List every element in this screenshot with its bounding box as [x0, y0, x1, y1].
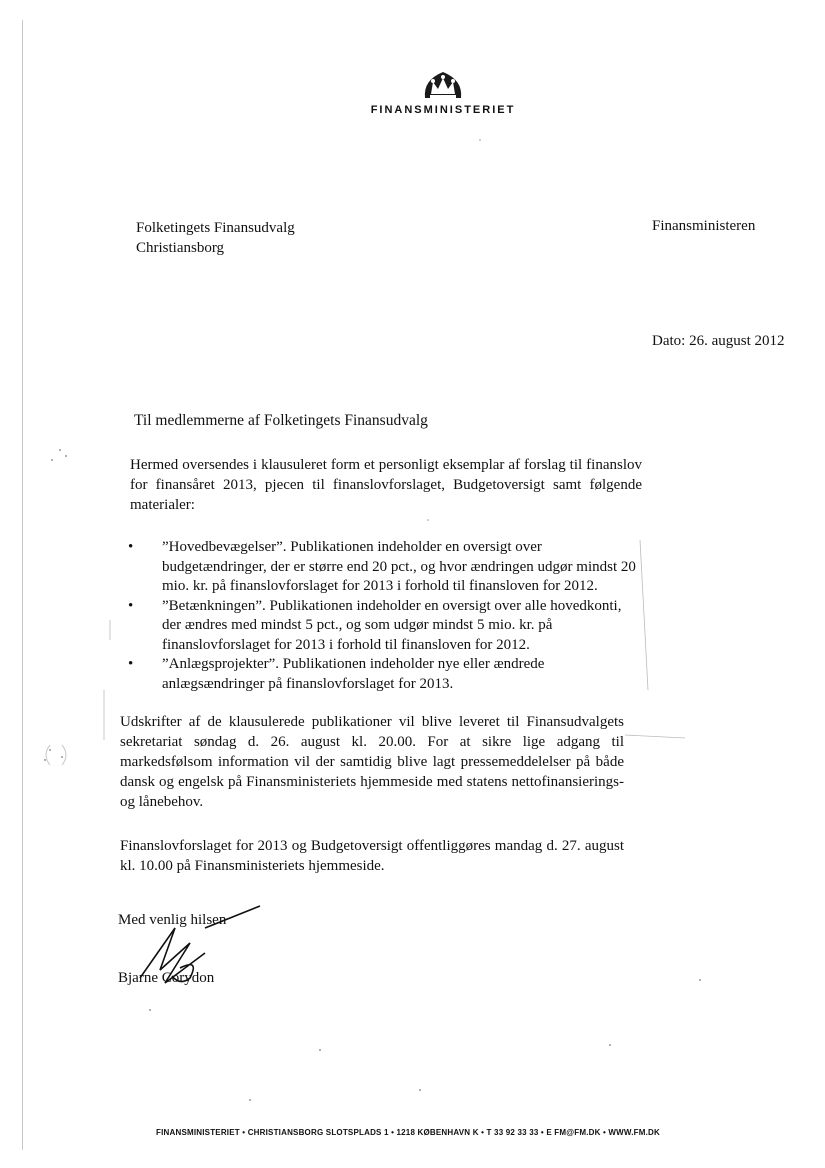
- greeting: Til medlemmerne af Folketingets Finansudvalg: [134, 412, 428, 429]
- bullet-icon: •: [128, 597, 134, 614]
- bullet-icon: •: [128, 656, 134, 672]
- delivery-paragraph: Udskrifter af de klausulerede publikationer vil blive leveret til Finansudvalgets sekretariat søndag d. 26. august kl. 20.00. For at sikre lige adgang til markedsfølsom information vil der samtidig blive lagt pressemeddelelser på både dansk og engelsk på Finansministeriets hjemmeside med statens nettofinansierings- og lånebehov.: [120, 714, 624, 810]
- recipient-line-1: Folketingets Finansudvalg: [136, 220, 295, 236]
- intro-paragraph: Hermed oversendes i klausuleret form et personligt eksemplar af forslag til finanslov for finansåret 2013, pjecen til finanslovforslaget, Budgetoversigt samt følgende materialer:: [130, 457, 642, 513]
- list-item: • ”Anlægsprojekter”. Publikationen indeholder nye eller ændrede anlægsændringer på finanslovforslaget for 2013.: [128, 656, 545, 692]
- bullet-icon: •: [128, 539, 134, 555]
- publication-paragraph: Finanslovforslaget for 2013 og Budgetoversigt offentliggøres mandag d. 27. august kl. 10.00 på Finansministeriets hjemmeside.: [120, 838, 624, 874]
- list-item: • ”Betænkningen”. Publikationen indeholder en oversigt over alle hovedkonti, der ændres med mindst 5 pct., og som udgør mindst 5 mio. kr. på finanslovforslaget for 2013 i forhold til finansloven for 2012.: [128, 597, 622, 653]
- footer-contact: FINANSMINISTERIET • CHRISTIANSBORG SLOTSPLADS 1 • 1218 KØBENHAVN K • T 33 92 33 33 • E FM@FM.DK • WWW.FM.DK: [156, 1128, 660, 1137]
- list-item: • ”Hovedbevægelser”. Publikationen indeholder en oversigt over budgetændringer, der er større end 20 pct., og hvor ændringen udgør mindst 20 mio. kr. på finanslovforslaget for 2013 i forhold til finansloven for 2012.: [128, 539, 636, 594]
- closing: Med venlig hilsen: [118, 912, 227, 928]
- logo-text: FINANSMINISTERIET: [370, 104, 516, 116]
- sender: Finansministeren: [652, 218, 756, 234]
- signer-name: Bjarne Corydon: [118, 970, 215, 986]
- letter-date: Dato: 26. august 2012: [652, 333, 785, 349]
- recipient-line-2: Christiansborg: [136, 240, 225, 256]
